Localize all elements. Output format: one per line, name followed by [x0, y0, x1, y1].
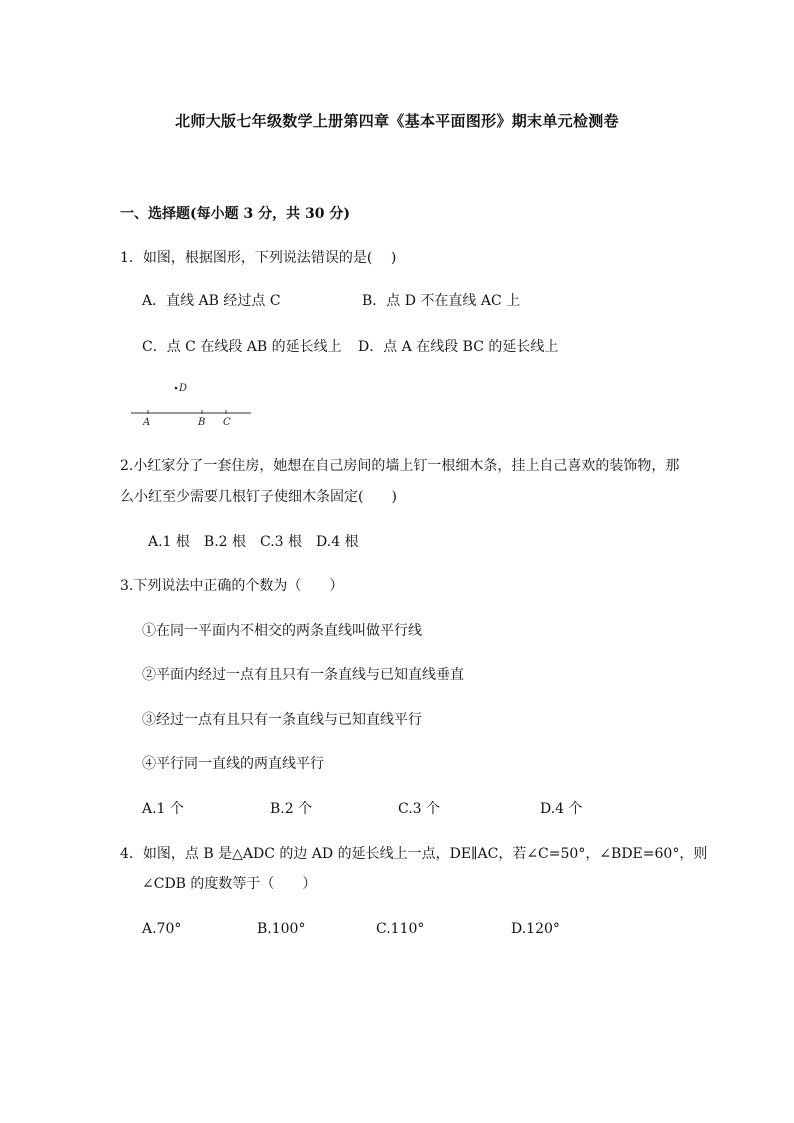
q1-stem: 1．如图，根据图形，下列说法错误的是( ) — [120, 250, 397, 266]
q4-option-a: A.70° — [142, 921, 182, 937]
q3-option-a: A.1 个 — [142, 801, 184, 817]
q3-option-b: B.2 个 — [270, 801, 313, 817]
q4-option-c: C.110° — [376, 921, 425, 937]
q1-option-b: B．点 D 不在直线 AC 上 — [362, 293, 521, 309]
label-b: B — [198, 417, 206, 428]
label-a: A — [143, 417, 151, 428]
q3-item-1: ①在同一平面内不相交的两条直线叫做平行线 — [142, 623, 422, 639]
page-title: 北师大版七年级数学上册第四章《基本平面图形》期末单元检测卷 — [175, 112, 619, 130]
q2-options: A.1 根 B.2 根 C.3 根 D.4 根 — [148, 534, 359, 550]
q1-option-c: C．点 C 在线段 AB 的延长线上 — [142, 339, 342, 355]
q1-figure — [128, 378, 258, 430]
q1-option-d: D．点 A 在线段 BC 的延长线上 — [358, 339, 559, 355]
q3-option-d: D.4 个 — [540, 801, 583, 817]
q1-option-a: A．直线 AB 经过点 C — [142, 293, 281, 309]
q2-stem-line2: 么小红至少需要几根钉子使细木条固定( ) — [120, 489, 397, 505]
q3-option-c: C.3 个 — [398, 801, 441, 817]
q3-item-3: ③经过一点有且只有一条直线与已知直线平行 — [142, 712, 422, 728]
q4-stem-line2: ∠CDB 的度数等于（ ） — [142, 876, 317, 892]
q3-stem: 3.下列说法中正确的个数为（ ） — [120, 578, 344, 594]
q3-item-2: ②平面内经过一点有且只有一条直线与已知直线垂直 — [142, 667, 464, 683]
q3-item-4: ④平行同一直线的两直线平行 — [142, 756, 324, 772]
q4-option-d: D.120° — [511, 921, 560, 937]
q4-stem-line1: 4．如图，点 B 是△ADC 的边 AD 的延长线上一点，DE∥AC，若∠C=50°，∠BDE=60°，则 — [120, 846, 708, 862]
label-d: D — [179, 383, 188, 394]
q2-stem-line1: 2.小红家分了一套住房，她想在自己房间的墙上钉一根细木条，挂上自己喜欢的装饰物，那 — [120, 458, 680, 474]
label-c: C — [223, 417, 231, 428]
point-d-dot — [175, 387, 178, 390]
section-heading: 一、选择题(每小题 3 分，共 30 分) — [120, 206, 350, 222]
q4-option-b: B.100° — [257, 921, 306, 937]
